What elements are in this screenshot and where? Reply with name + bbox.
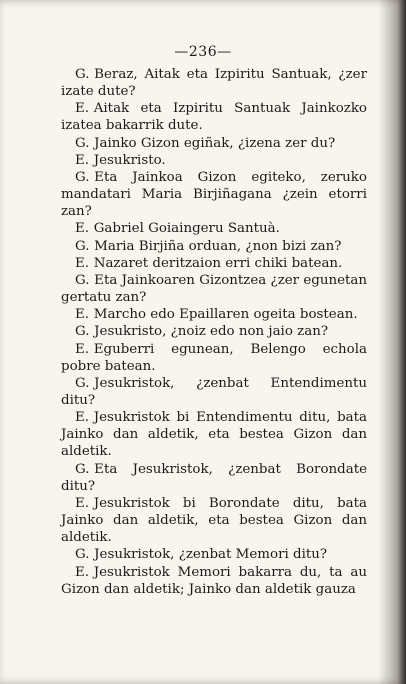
paragraph bbox=[61, 66, 367, 100]
paragraph bbox=[61, 135, 367, 152]
paragraph-text: Eta Jainkoa Gizon egiteko, zeruko mandatari Maria Birjiñagana ¿zein etorri zan? bbox=[61, 169, 367, 220]
paragraph-text: Jesukristok, ¿zenbat Memori ditu? bbox=[94, 547, 328, 563]
paragraph bbox=[61, 306, 367, 323]
paragraph bbox=[61, 495, 367, 546]
speaker-label: G. bbox=[75, 461, 90, 477]
paragraph-text: Eta Jesukristok, ¿zenbat Borondate ditu? bbox=[61, 461, 367, 494]
paragraph bbox=[61, 546, 367, 563]
paragraph-text: Jesukristok bi Borondate ditu, bata Jainko dan aldetik, eta bestea Gizon dan aldetik. bbox=[61, 495, 367, 546]
speaker-label: E. bbox=[75, 307, 90, 323]
speaker-label: G. bbox=[75, 547, 90, 563]
paragraph bbox=[61, 169, 367, 220]
speaker-label: E. bbox=[75, 564, 90, 580]
catechism-text bbox=[61, 66, 367, 598]
speaker-label: E. bbox=[75, 410, 90, 426]
speaker-label: E. bbox=[75, 255, 90, 271]
paragraph-text: Jesukristok bi Entendimentu ditu, bata Jainko dan aldetik, eta bestea Gizon dan aldetik. bbox=[61, 410, 367, 460]
paragraph bbox=[61, 272, 367, 306]
paragraph bbox=[61, 152, 367, 169]
paragraph-text: Jesukristo. bbox=[93, 152, 166, 168]
paragraph bbox=[61, 220, 367, 237]
paragraph-text: Jesukristok Memori bakarra du, ta au Gizon dan aldetik; Jainko dan aldetik gauza bbox=[61, 564, 367, 597]
paragraph-text: Jesukristok, ¿zenbat Entendimentu ditu? bbox=[61, 375, 367, 408]
speaker-label: G. bbox=[75, 135, 90, 151]
paragraph-text: Aitak eta Izpiritu Santuak Jainkozko izatea bakarrik dute. bbox=[61, 101, 367, 134]
paragraph-text: Eta Jainkoaren Gizontzea ¿zer egunetan gertatu zan? bbox=[61, 272, 367, 306]
speaker-label: G. bbox=[75, 169, 90, 185]
speaker-label: E. bbox=[75, 495, 90, 511]
paragraph-text: Maria Birjiña orduan, ¿non bizi zan? bbox=[94, 238, 342, 254]
speaker-label: G. bbox=[75, 375, 90, 391]
speaker-label: G. bbox=[75, 238, 90, 254]
speaker-label: G. bbox=[75, 272, 90, 288]
page-number: —236— bbox=[174, 44, 232, 60]
speaker-label: E. bbox=[75, 341, 90, 357]
speaker-label: E. bbox=[75, 101, 90, 117]
paragraph-text: Eguberri egunean, Belengo echola pobre batean. bbox=[61, 341, 367, 374]
paragraph bbox=[61, 564, 367, 598]
paragraph-text: Marcho edo Epaillaren ogeita bostean. bbox=[93, 307, 358, 323]
page-gutter-shadow bbox=[378, 0, 406, 684]
speaker-label: E. bbox=[75, 221, 90, 237]
paragraph bbox=[61, 409, 367, 460]
paragraph bbox=[61, 100, 367, 134]
paragraph-text: Jainko Gizon egiñak, ¿izena zer du? bbox=[94, 135, 336, 151]
paragraph-text: Nazaret deritzaion erri chiki batean. bbox=[93, 255, 343, 271]
paragraph-text: Beraz, Aitak eta Izpiritu Santuak, ¿zer izate dute? bbox=[61, 67, 367, 100]
paragraph bbox=[61, 255, 367, 272]
speaker-label: E. bbox=[75, 152, 90, 168]
paragraph-text: Gabriel Goiaingeru Santuà. bbox=[93, 221, 280, 237]
paragraph-text: Jesukristo, ¿noiz edo non jaio zan? bbox=[94, 324, 329, 340]
paragraph bbox=[61, 375, 367, 409]
speaker-label: G. bbox=[75, 324, 90, 340]
paragraph bbox=[61, 341, 367, 375]
paragraph bbox=[61, 238, 367, 255]
speaker-label: G. bbox=[75, 67, 90, 82]
paragraph bbox=[61, 461, 367, 495]
paragraph bbox=[61, 323, 367, 340]
